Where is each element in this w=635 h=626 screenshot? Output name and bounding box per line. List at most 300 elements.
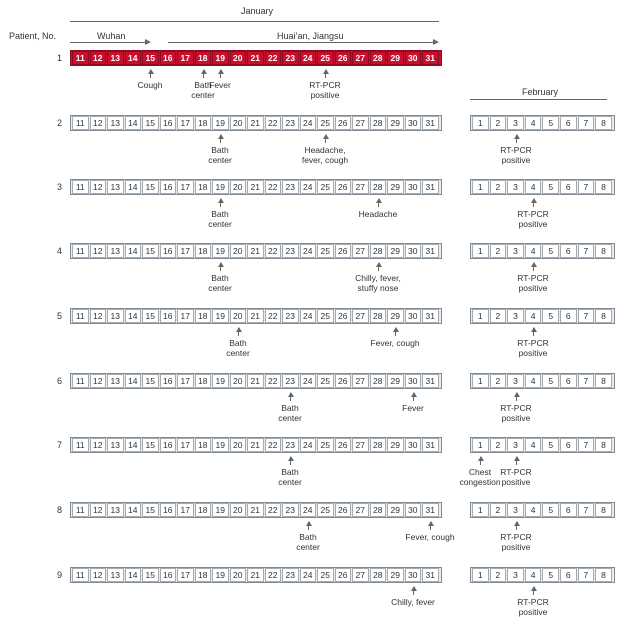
day-cell-feb: 2 [490, 503, 507, 517]
event-arrow-icon [220, 199, 221, 207]
event-label-line: Bath [211, 273, 229, 283]
event-label-line: positive [518, 607, 548, 617]
day-cell-jan: 22 [265, 51, 282, 65]
day-cell-jan: 23 [282, 374, 299, 388]
event-arrow-icon [533, 263, 534, 271]
day-cell-jan: 20 [230, 180, 247, 194]
event-arrow-icon [533, 587, 534, 595]
day-cell-jan: 12 [90, 309, 107, 323]
day-cell-jan: 14 [125, 438, 142, 452]
day-cell-jan: 18 [195, 568, 212, 582]
day-cell-jan: 20 [230, 116, 247, 130]
day-cell-jan: 11 [72, 116, 89, 130]
day-cell-jan: 20 [230, 309, 247, 323]
day-cell-jan: 25 [317, 374, 334, 388]
day-cell-jan: 15 [142, 568, 159, 582]
day-cell-jan: 21 [247, 51, 264, 65]
day-cell-jan: 13 [107, 116, 124, 130]
day-cell-feb: 7 [578, 309, 595, 323]
event-label-line: positive [518, 348, 548, 358]
event-label-line: center [208, 219, 232, 229]
day-cell-jan: 20 [230, 51, 247, 65]
event-label [476, 467, 556, 487]
event-label-line: center [278, 413, 302, 423]
event-label-line: center [296, 542, 320, 552]
event-label-line: center [208, 155, 232, 165]
patient-column-header: Patient, No. [9, 31, 57, 41]
event-label-line: Bath [211, 209, 229, 219]
event-arrow-icon [516, 457, 517, 465]
day-cell-jan: 13 [107, 244, 124, 258]
event-label-line: center [226, 348, 250, 358]
day-cell-jan: 21 [247, 568, 264, 582]
day-cell-jan: 11 [72, 309, 89, 323]
day-cell-jan: 17 [177, 309, 194, 323]
event-label-line: RT-PCR [309, 80, 341, 90]
day-cell-jan: 14 [125, 503, 142, 517]
day-cell-jan: 25 [317, 51, 334, 65]
day-cell-jan: 12 [90, 503, 107, 517]
event-label-line: Fever, cough [370, 338, 420, 348]
february-header: February [522, 87, 559, 97]
day-cell-feb: 8 [595, 116, 612, 130]
day-cell-jan: 30 [405, 309, 422, 323]
event-arrow-icon [220, 263, 221, 271]
day-cell-jan: 29 [387, 116, 404, 130]
event-label-line: center [278, 477, 302, 487]
day-cell-jan: 31 [422, 374, 439, 388]
event-label-line: RT-PCR [517, 273, 549, 283]
day-cell-jan: 16 [160, 309, 177, 323]
event-label-line: Chest [468, 467, 492, 477]
day-cell-feb: 1 [472, 438, 489, 452]
day-cell-jan: 26 [335, 51, 352, 65]
day-cell-feb: 5 [542, 180, 559, 194]
day-cell-jan: 16 [160, 503, 177, 517]
day-cell-jan: 27 [352, 503, 369, 517]
day-cell-jan: 19 [212, 116, 229, 130]
day-cell-feb: 8 [595, 438, 612, 452]
day-cell-jan: 22 [265, 503, 282, 517]
day-cell-jan: 21 [247, 116, 264, 130]
day-cell-jan: 12 [90, 244, 107, 258]
event-label [285, 80, 365, 100]
event-label [180, 209, 260, 229]
day-cell-jan: 27 [352, 309, 369, 323]
event-label [250, 467, 330, 487]
day-cell-jan: 26 [335, 568, 352, 582]
day-cell-jan: 31 [422, 244, 439, 258]
day-cell-jan: 14 [125, 116, 142, 130]
event-label-line: RT-PCR [517, 597, 549, 607]
day-cell-jan: 24 [300, 116, 317, 130]
event-label-line: center [208, 283, 232, 293]
patient-number: 4 [56, 246, 62, 256]
event-label-line: RT-PCR [500, 467, 532, 477]
day-cell-jan: 18 [195, 309, 212, 323]
day-cell-jan: 20 [230, 244, 247, 258]
day-cell-feb: 4 [525, 503, 542, 517]
day-cell-jan: 29 [387, 438, 404, 452]
day-cell-feb: 4 [525, 374, 542, 388]
day-cell-feb: 4 [525, 244, 542, 258]
day-cell-jan: 12 [90, 180, 107, 194]
day-cell-jan: 22 [265, 116, 282, 130]
patient-number: 9 [56, 570, 62, 580]
event-arrow-icon [533, 199, 534, 207]
event-label [493, 597, 573, 617]
day-cell-jan: 12 [90, 374, 107, 388]
day-cell-jan: 26 [335, 116, 352, 130]
day-cell-feb: 2 [490, 374, 507, 388]
day-cell-feb: 5 [542, 244, 559, 258]
day-cell-feb: 8 [595, 244, 612, 258]
event-label-line: positive [501, 413, 531, 423]
day-cell-jan: 18 [195, 116, 212, 130]
day-cell-jan: 13 [107, 374, 124, 388]
event-label-line: stuffy nose [357, 283, 399, 293]
day-cell-feb: 1 [472, 309, 489, 323]
day-cell-jan: 21 [247, 438, 264, 452]
day-cell-jan: 16 [160, 180, 177, 194]
event-label-line: congestion [459, 477, 501, 487]
day-cell-feb: 2 [490, 568, 507, 582]
day-cell-jan: 19 [212, 51, 229, 65]
event-arrow-icon [395, 328, 396, 336]
event-label [476, 403, 556, 423]
day-cell-feb: 7 [578, 438, 595, 452]
day-cell-jan: 13 [107, 309, 124, 323]
february-rule [470, 99, 607, 100]
day-cell-feb: 7 [578, 503, 595, 517]
day-cell-jan: 15 [142, 374, 159, 388]
day-cell-jan: 27 [352, 180, 369, 194]
patient-number: 7 [56, 440, 62, 450]
day-cell-jan: 23 [282, 309, 299, 323]
day-cell-jan: 14 [125, 244, 142, 258]
event-arrow-icon [413, 587, 414, 595]
day-cell-feb: 4 [525, 438, 542, 452]
day-cell-feb: 7 [578, 374, 595, 388]
day-cell-feb: 1 [472, 244, 489, 258]
day-cell-feb: 8 [595, 568, 612, 582]
day-cell-jan: 27 [352, 51, 369, 65]
event-label [338, 273, 418, 293]
day-cell-jan: 18 [195, 438, 212, 452]
day-cell-jan: 30 [405, 180, 422, 194]
event-label-line: fever, cough [301, 155, 349, 165]
day-cell-jan: 18 [195, 374, 212, 388]
event-label [198, 338, 278, 358]
day-cell-feb: 5 [542, 116, 559, 130]
day-cell-jan: 19 [212, 568, 229, 582]
event-label [268, 532, 348, 552]
day-cell-jan: 25 [317, 180, 334, 194]
day-cell-jan: 17 [177, 244, 194, 258]
event-label-line: Bath [229, 338, 247, 348]
day-cell-feb: 6 [560, 244, 577, 258]
day-cell-jan: 26 [335, 244, 352, 258]
day-cell-jan: 18 [195, 244, 212, 258]
day-cell-jan: 24 [300, 51, 317, 65]
day-cell-feb: 4 [525, 568, 542, 582]
day-cell-jan: 25 [317, 116, 334, 130]
day-cell-jan: 24 [300, 180, 317, 194]
day-cell-jan: 18 [195, 51, 212, 65]
event-label-line: center [191, 90, 215, 100]
day-cell-jan: 26 [335, 180, 352, 194]
day-cell-jan: 12 [90, 116, 107, 130]
day-cell-jan: 11 [72, 244, 89, 258]
event-label [285, 145, 365, 165]
day-cell-jan: 23 [282, 568, 299, 582]
event-arrow-icon [150, 70, 151, 78]
day-cell-feb: 1 [472, 180, 489, 194]
event-label [373, 403, 453, 413]
day-cell-feb: 5 [542, 568, 559, 582]
day-cell-jan: 12 [90, 438, 107, 452]
day-cell-jan: 11 [72, 180, 89, 194]
day-cell-jan: 31 [422, 309, 439, 323]
day-cell-jan: 28 [370, 438, 387, 452]
day-cell-jan: 22 [265, 374, 282, 388]
day-cell-feb: 6 [560, 116, 577, 130]
january-rule [70, 21, 439, 22]
day-cell-jan: 14 [125, 309, 142, 323]
day-cell-jan: 22 [265, 180, 282, 194]
day-cell-jan: 27 [352, 116, 369, 130]
event-label-line: positive [518, 283, 548, 293]
day-cell-feb: 8 [595, 374, 612, 388]
day-cell-jan: 15 [142, 309, 159, 323]
day-cell-jan: 15 [142, 503, 159, 517]
day-cell-jan: 23 [282, 244, 299, 258]
day-cell-jan: 25 [317, 503, 334, 517]
event-arrow-icon [533, 328, 534, 336]
day-cell-feb: 4 [525, 116, 542, 130]
day-cell-feb: 3 [507, 438, 524, 452]
day-cell-jan: 12 [90, 51, 107, 65]
day-cell-feb: 3 [507, 568, 524, 582]
day-cell-feb: 5 [542, 503, 559, 517]
event-label-line: Headache [358, 209, 398, 219]
day-cell-jan: 24 [300, 244, 317, 258]
day-cell-feb: 8 [595, 309, 612, 323]
day-cell-jan: 11 [72, 503, 89, 517]
day-cell-feb: 5 [542, 438, 559, 452]
day-cell-feb: 1 [472, 568, 489, 582]
day-cell-jan: 11 [72, 374, 89, 388]
day-cell-jan: 15 [142, 180, 159, 194]
event-label-line: positive [501, 155, 531, 165]
day-cell-jan: 19 [212, 503, 229, 517]
day-cell-feb: 5 [542, 309, 559, 323]
event-label [250, 403, 330, 423]
day-cell-jan: 12 [90, 568, 107, 582]
day-cell-jan: 17 [177, 116, 194, 130]
day-cell-jan: 28 [370, 568, 387, 582]
patient-number: 2 [56, 118, 62, 128]
day-cell-jan: 29 [387, 374, 404, 388]
event-label [373, 597, 453, 607]
event-label [338, 209, 418, 219]
day-cell-jan: 24 [300, 438, 317, 452]
day-cell-feb: 4 [525, 180, 542, 194]
day-cell-jan: 16 [160, 244, 177, 258]
wuhan-span-line [70, 42, 146, 43]
event-label-line: positive [310, 90, 340, 100]
day-cell-jan: 19 [212, 374, 229, 388]
event-arrow-icon [480, 457, 481, 465]
day-cell-feb: 4 [525, 309, 542, 323]
day-cell-jan: 20 [230, 503, 247, 517]
event-label [493, 209, 573, 229]
event-arrow-icon [413, 393, 414, 401]
event-label [493, 338, 573, 358]
day-cell-jan: 29 [387, 51, 404, 65]
day-cell-jan: 21 [247, 503, 264, 517]
event-arrow-icon [516, 393, 517, 401]
day-cell-jan: 31 [422, 180, 439, 194]
day-cell-jan: 11 [72, 438, 89, 452]
day-cell-jan: 19 [212, 309, 229, 323]
day-cell-jan: 31 [422, 503, 439, 517]
event-label-line: RT-PCR [500, 532, 532, 542]
day-cell-jan: 27 [352, 374, 369, 388]
day-cell-feb: 1 [472, 374, 489, 388]
day-cell-jan: 17 [177, 374, 194, 388]
day-cell-feb: 2 [490, 309, 507, 323]
day-cell-jan: 11 [72, 568, 89, 582]
day-cell-jan: 22 [265, 568, 282, 582]
event-label-line: RT-PCR [517, 338, 549, 348]
event-arrow-icon [308, 522, 309, 530]
day-cell-feb: 7 [578, 180, 595, 194]
day-cell-feb: 8 [595, 180, 612, 194]
day-cell-jan: 17 [177, 51, 194, 65]
day-cell-jan: 13 [107, 180, 124, 194]
day-cell-feb: 2 [490, 438, 507, 452]
day-cell-jan: 27 [352, 244, 369, 258]
day-cell-feb: 6 [560, 438, 577, 452]
event-label-line: Headache, [304, 145, 346, 155]
day-cell-jan: 30 [405, 438, 422, 452]
day-cell-jan: 21 [247, 309, 264, 323]
day-cell-jan: 15 [142, 51, 159, 65]
day-cell-feb: 3 [507, 180, 524, 194]
event-arrow-icon [220, 135, 221, 143]
event-arrow-icon [325, 70, 326, 78]
day-cell-jan: 29 [387, 503, 404, 517]
event-label [355, 338, 435, 348]
day-cell-jan: 28 [370, 180, 387, 194]
day-cell-jan: 15 [142, 116, 159, 130]
event-label-line: Fever [209, 80, 231, 90]
day-cell-jan: 28 [370, 51, 387, 65]
day-cell-jan: 15 [142, 244, 159, 258]
day-cell-jan: 23 [282, 180, 299, 194]
wuhan-label: Wuhan [97, 31, 126, 41]
day-cell-jan: 30 [405, 116, 422, 130]
event-arrow-icon [378, 199, 379, 207]
day-cell-feb: 6 [560, 503, 577, 517]
event-label-line: Chilly, fever [391, 597, 435, 607]
event-label [180, 273, 260, 293]
day-cell-feb: 2 [490, 116, 507, 130]
day-cell-jan: 27 [352, 568, 369, 582]
event-label-line: Fever, cough [405, 532, 455, 542]
event-label-line: RT-PCR [500, 145, 532, 155]
day-cell-jan: 22 [265, 309, 282, 323]
day-cell-jan: 31 [422, 438, 439, 452]
day-cell-jan: 24 [300, 309, 317, 323]
event-label-line: positive [501, 542, 531, 552]
huaian-label: Huai’an, Jiangsu [277, 31, 344, 41]
day-cell-jan: 26 [335, 503, 352, 517]
day-cell-jan: 19 [212, 244, 229, 258]
event-label-line: Chilly, fever, [355, 273, 401, 283]
event-arrow-icon [290, 393, 291, 401]
event-arrow-icon [430, 522, 431, 530]
day-cell-feb: 2 [490, 180, 507, 194]
event-label-line: Fever [402, 403, 424, 413]
event-label [476, 145, 556, 165]
day-cell-feb: 3 [507, 374, 524, 388]
day-cell-feb: 8 [595, 503, 612, 517]
event-label-line: Bath [194, 80, 212, 90]
day-cell-jan: 30 [405, 244, 422, 258]
day-cell-jan: 16 [160, 374, 177, 388]
day-cell-feb: 6 [560, 180, 577, 194]
event-label [493, 273, 573, 293]
day-cell-feb: 2 [490, 244, 507, 258]
wuhan-span-arrowhead [145, 39, 151, 45]
patient-number: 1 [56, 53, 62, 63]
day-cell-jan: 23 [282, 503, 299, 517]
day-cell-jan: 22 [265, 244, 282, 258]
event-arrow-icon [290, 457, 291, 465]
day-cell-jan: 29 [387, 568, 404, 582]
event-arrow-icon [378, 263, 379, 271]
day-cell-feb: 6 [560, 374, 577, 388]
day-cell-jan: 28 [370, 503, 387, 517]
event-label-line: Bath [281, 467, 299, 477]
day-cell-jan: 31 [422, 51, 439, 65]
day-cell-feb: 6 [560, 309, 577, 323]
day-cell-jan: 23 [282, 51, 299, 65]
day-cell-jan: 24 [300, 503, 317, 517]
day-cell-jan: 14 [125, 51, 142, 65]
day-cell-jan: 21 [247, 244, 264, 258]
event-arrow-icon [325, 135, 326, 143]
day-cell-jan: 27 [352, 438, 369, 452]
event-label-line: positive [518, 219, 548, 229]
day-cell-jan: 30 [405, 51, 422, 65]
day-cell-jan: 16 [160, 51, 177, 65]
event-label [180, 80, 260, 90]
day-cell-jan: 25 [317, 438, 334, 452]
january-header: January [241, 6, 274, 16]
day-cell-jan: 16 [160, 438, 177, 452]
event-arrow-icon [516, 135, 517, 143]
day-cell-jan: 13 [107, 568, 124, 582]
event-label [476, 532, 556, 552]
day-cell-jan: 18 [195, 180, 212, 194]
day-cell-feb: 1 [472, 503, 489, 517]
day-cell-jan: 20 [230, 438, 247, 452]
day-cell-jan: 23 [282, 438, 299, 452]
event-label [180, 145, 260, 165]
